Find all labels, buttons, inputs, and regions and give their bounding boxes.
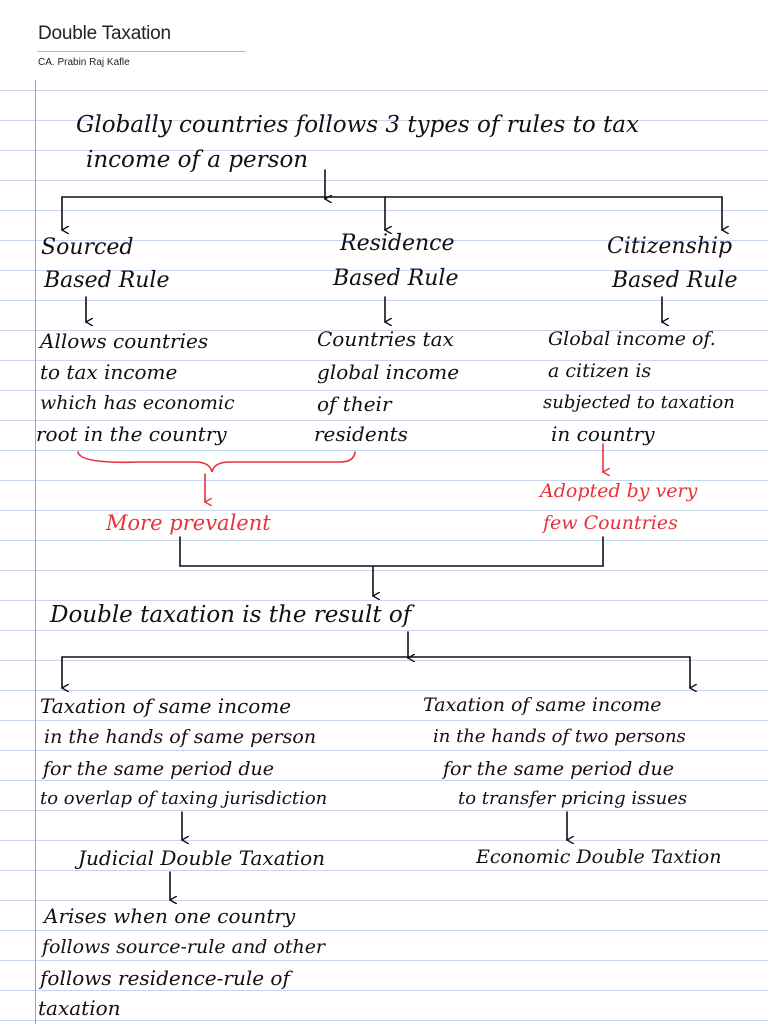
rule-citizenship-desc-1: Global income of.: [548, 328, 716, 350]
arises-line-3: follows residence-rule of: [40, 966, 290, 990]
left-branch-2: in the hands of same person: [44, 726, 317, 748]
rule-residence-desc-2: global income: [317, 360, 460, 384]
arises-line-4: taxation: [38, 996, 121, 1020]
arises-line-2: follows source-rule and other: [42, 936, 326, 958]
rule-citizenship-name: Citizenship: [607, 234, 733, 259]
rule-residence-name: Residence: [340, 231, 455, 256]
intro-line-2: income of a person: [86, 147, 309, 173]
left-branch-4: to overlap of taxing jurisdiction: [40, 788, 328, 809]
more-prevalent-note: More prevalent: [106, 511, 271, 535]
adopted-note-1: Adopted by very: [540, 480, 698, 502]
rule-source-name: Sourced: [41, 235, 134, 260]
right-branch-1: Taxation of same income: [423, 694, 662, 716]
intro-line-1: Globally countries follows 3 types of rules to tax: [76, 112, 639, 138]
right-branch-3: for the same period due: [443, 758, 674, 780]
page-title: Double Taxation: [38, 23, 171, 44]
rule-source-desc-1: Allows countries: [40, 329, 209, 353]
adopted-note-2: few Countries: [543, 512, 678, 534]
rule-citizenship-subname: Based Rule: [612, 268, 738, 293]
left-branch-1: Taxation of same income: [40, 694, 292, 718]
result-heading: Double taxation is the result of: [50, 602, 412, 628]
rule-source-subname: Based Rule: [44, 268, 170, 293]
right-branch-4: to transfer pricing issues: [458, 788, 688, 809]
rule-residence-desc-3: of their: [317, 392, 392, 416]
judicial-double-taxation: Judicial Double Taxation: [78, 846, 325, 870]
right-branch-2: in the hands of two persons: [433, 726, 686, 747]
author-name: CA. Prabin Raj Kafle: [38, 57, 130, 68]
rule-residence-desc-1: Countries tax: [317, 327, 454, 351]
arises-line-1: Arises when one country: [44, 904, 296, 928]
left-branch-3: for the same period due: [43, 758, 274, 780]
rule-source-desc-4: root in the country: [36, 422, 227, 446]
rule-source-desc-2: to tax income: [40, 360, 178, 384]
rule-residence-subname: Based Rule: [333, 266, 459, 291]
economic-double-taxation: Economic Double Taxtion: [476, 846, 722, 868]
rule-residence-desc-4: residents: [314, 422, 408, 446]
rule-citizenship-desc-3: subjected to taxation: [543, 392, 735, 413]
rule-citizenship-desc-4: in country: [551, 422, 655, 446]
rule-citizenship-desc-2: a citizen is: [548, 360, 652, 382]
rule-source-desc-3: which has economic: [40, 392, 235, 414]
